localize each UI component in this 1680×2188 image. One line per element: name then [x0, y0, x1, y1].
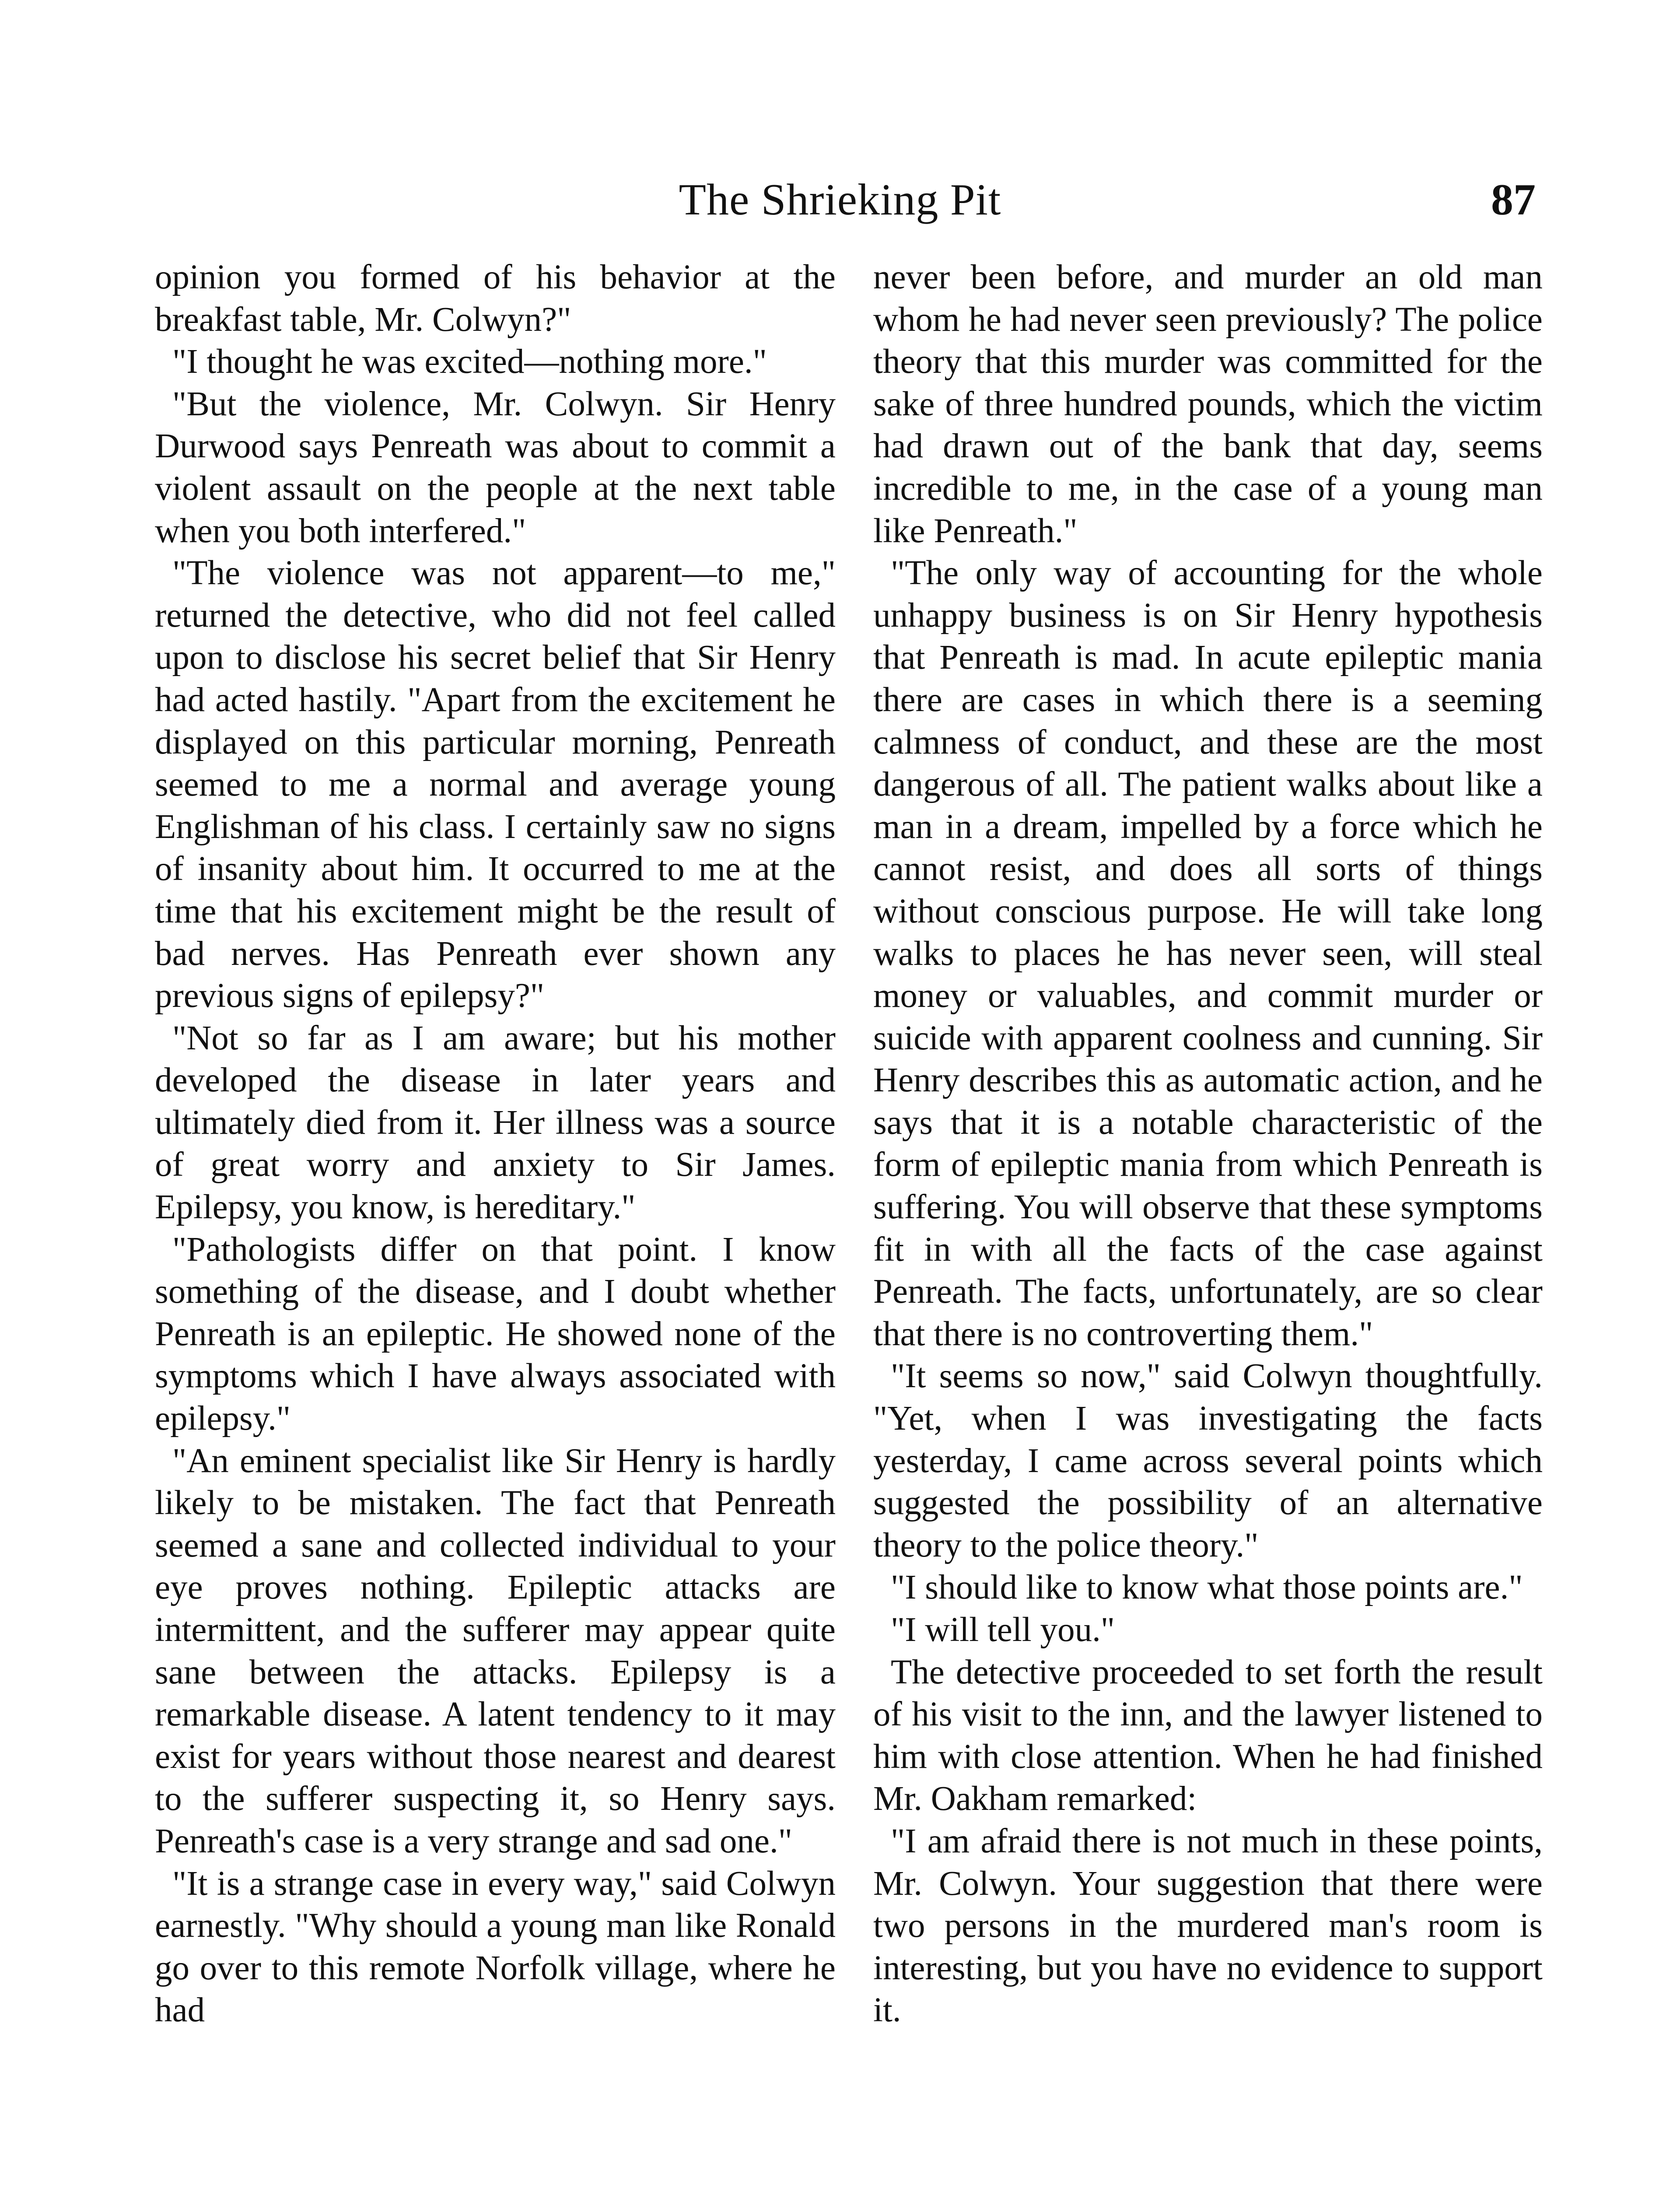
paragraph: never been before, and murder an old man whom he had never seen previously? The police theory that this murder was committed for the sake of three hundred pounds, which the victim had drawn out of the bank that day, seems incredible to me, in the case of a young man like Penreath." [873, 258, 1543, 550]
paragraph: "I will tell you." [891, 1611, 1115, 1649]
paragraph: "It is a strange case in every way," said Colwyn earnestly. "Why should a young man like Ronald go over to this remote Norfolk village, where he had [155, 1864, 836, 2030]
paragraph: "But the violence, Mr. Colwyn. Sir Henry Durwood says Penreath was about to commit a violent assault on the people at the next table when you both interfered." [155, 385, 836, 550]
paragraph: "I should like to know what those points are." [891, 1568, 1523, 1607]
paragraph: "I thought he was excited—nothing more." [172, 343, 767, 381]
paragraph: "The only way of accounting for the whole unhappy business is on Sir Henry hypothesis that Penreath is mad. In acute epileptic mania there are cases in which there is a seeming calmness of conduct, and these are the most dangerous of all. The patient walks about like a man in a dream, impelled by a force which he cannot resist, and does all sorts of things without conscious purpose. He will take long walks to places he has never seen, will steal money or valuables, and commit murder or suicide with apparent coolness and cunning. Sir Henry describes this as automatic action, and he says that it is a notable characteristic of the form of epileptic mania from which Penreath is suffering. You will observe that these symptoms fit in with all the facts of the case against Penreath. The facts, unfortunately, are so clear that there is no controverting them." [873, 554, 1543, 1353]
paragraph: "Pathologists differ on that point. I know something of the disease, and I doubt whether Penreath is an epileptic. He showed none of the symptoms which I have always associated with epilepsy." [155, 1230, 836, 1438]
page-number: 87 [1491, 175, 1536, 224]
running-title: The Shrieking Pit [679, 175, 1001, 224]
paragraph: "The violence was not apparent—to me," returned the detective, who did not feel called upon to disclose his secret belief that Sir Henry had acted hastily. "Apart from the excitement he displayed on this particular morning, Penreath seemed to me a normal and average young Englishman of his class. I certainly saw no signs of insanity about him. It occurred to me at the time that his excitement might be the result of bad nerves. Has Penreath ever shown any previous signs of epilepsy?" [155, 554, 836, 1015]
paragraph: "Not so far as I am aware; but his mother developed the disease in later years and ultimately died from it. Her illness was a source of great worry and anxiety to Sir James. Epilepsy, you know, is hereditary." [155, 1019, 836, 1227]
right-column [873, 256, 1543, 2188]
running-header [144, 172, 1536, 228]
left-column [155, 256, 836, 2188]
paragraph: The detective proceeded to set forth the result of his visit to the inn, and the lawyer listened to him with close attention. When he had finished Mr. Oakham remarked: [873, 1653, 1543, 1818]
paragraph: "I am afraid there is not much in these points, Mr. Colwyn. Your suggestion that there were two persons in the murdered man's room is interesting, but you have no evidence to support it. [873, 1822, 1543, 2030]
paragraph: "An eminent specialist like Sir Henry is hardly likely to be mistaken. The fact that Penreath seemed a sane and collected individual to your eye proves nothing. Epileptic attacks are intermittent, and the sufferer may appear quite sane between the attacks. Epilepsy is a remarkable disease. A latent tendency to it may exist for years without those nearest and dearest to the sufferer suspecting it, so Henry says. Penreath's case is a very strange and sad one." [155, 1441, 836, 1860]
paragraph: opinion you formed of his behavior at the breakfast table, Mr. Colwyn?" [155, 258, 836, 339]
paragraph: "It seems so now," said Colwyn thoughtfully. "Yet, when I was investigating the facts yesterday, I came across several points which suggested the possibility of an alternative theory to the police theory." [873, 1357, 1543, 1564]
